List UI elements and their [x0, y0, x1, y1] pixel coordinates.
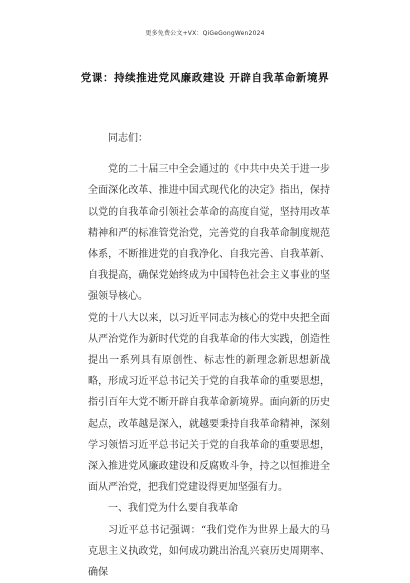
header-note: 更多免费公文+VX：QiGeGongWen2024 [145, 30, 265, 37]
salutation: 同志们： [108, 133, 148, 144]
body-paragraph-1: 党的二十届三中全会通过的《中共中央关于进一步全面深化改革、推进中国式现代化的决定》指出，保持以党的自我革命引领社会革命的高度自觉，坚持用改革精神和严的标准管党治党，完善党的自我革命制度规范体系，不断推进党的自我净化、自我完善、自我革新、自我提高，确保党始终成为中国特色社会主义事业的坚强领导核心。 [88, 164, 330, 303]
body-paragraph-2: 党的十八大以来，以习近平同志为核心的党中央把全面从严治党作为新时代党的自我革命的伟大实践，创造性提出一系列具有原创性、标志性的新理念新思想新战略，形成习近平总书记关于党的自我革命的重要思想，指引百年大党不断开辟自我革命新境界。面向新的历史起点，改革越是深入，就越要秉持自我革命精神，深刻学习领悟习近平总书记关于党的自我革命的重要思想，深入推进党风廉政建设和反腐败斗争，持之以恒推进全面从严治党，把我们党建设得更加坚强有力。 [88, 312, 330, 494]
section-heading: 一、我们党为什么要自我革命 [108, 503, 238, 515]
document-body [88, 128, 330, 583]
body-paragraph-3: 习近平总书记强调：“我们党作为世界上最大的马克思主义执政党，如何成功跳出治乱兴衰历史周期率、确保 [88, 524, 330, 579]
document-title: 党课：持续推进党风廉政建设 开辟自我革命新境界 [80, 72, 330, 84]
